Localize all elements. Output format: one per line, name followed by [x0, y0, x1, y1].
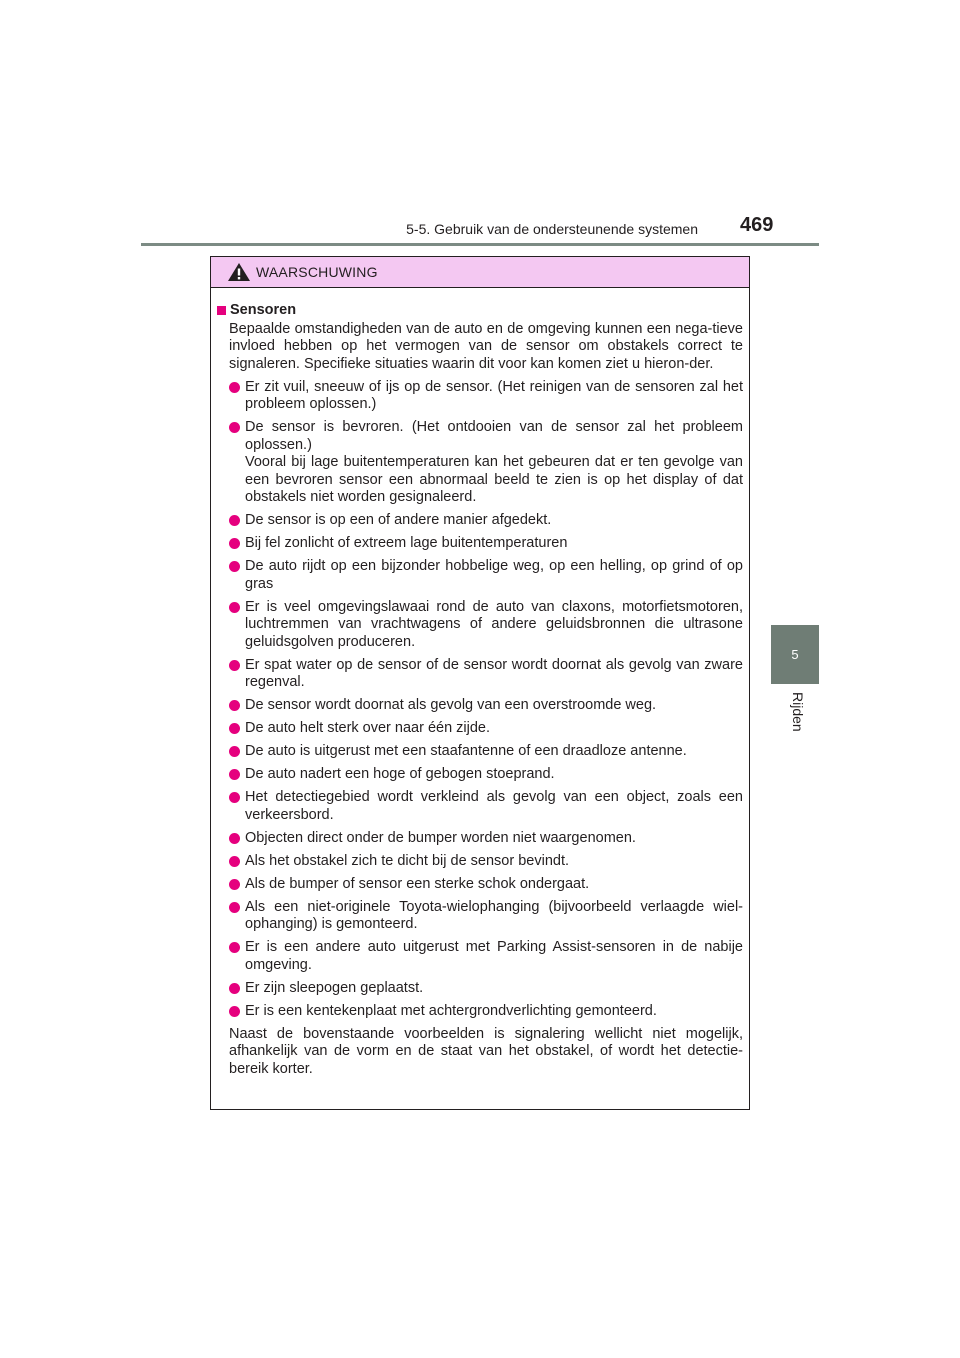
- warning-header: [211, 257, 749, 288]
- section-title: 5-5. Gebruik van de ondersteunende systemen: [406, 221, 698, 237]
- list-item: [217, 379, 743, 414]
- circle-bullet-icon: [229, 382, 240, 393]
- circle-bullet-icon: [229, 769, 240, 780]
- list-item-text: Er is veel omgevingslawaai rond de auto van claxons, motorfietsmotoren, luchtremmen van vrachtwagens of andere geluidsbronnen die ultrasone geluidsgolven produceren.: [245, 598, 743, 650]
- chapter-label: Rijden: [790, 692, 806, 732]
- warning-title: WAARSCHUWING: [256, 264, 378, 280]
- circle-bullet-icon: [229, 422, 240, 433]
- list-item-text: De sensor is bevroren. (Het ontdooien van de sensor zal het probleem oplossen.) Vooral bij lage buitentemperaturen kan het gebeuren dat er ten gevolge van een bevroren sensor een abnormaal beeld te zien is op het display of dat obstakels niet worden gesignaleerd.: [245, 419, 743, 505]
- section-heading: [217, 302, 743, 320]
- list-item-text: Objecten direct onder de bumper worden niet waargenomen.: [245, 829, 636, 846]
- page-header: [0, 0, 960, 250]
- circle-bullet-icon: [229, 983, 240, 994]
- circle-bullet-icon: [229, 515, 240, 526]
- circle-bullet-icon: [229, 660, 240, 671]
- chapter-number: 5: [791, 647, 799, 662]
- list-item-text: Als een niet-originele Toyota-wielophanging (bijvoorbeeld verlaagde wiel-ophanging) is gemonteerd.: [245, 898, 743, 932]
- list-item-text: Als de bumper of sensor een sterke schok ondergaat.: [245, 875, 590, 892]
- list-item-text: Er zijn sleepogen geplaatst.: [245, 979, 424, 996]
- list-item-text: Er zit vuil, sneeuw of ijs op de sensor. (Het reinigen van de sensoren zal het probleem oplossen.): [245, 378, 743, 412]
- intro-paragraph: Bepaalde omstandigheden van de auto en de omgeving kunnen een nega-tieve invloed hebben op het vermogen van de sensor om obstakels correct te signaleren. Specifieke situaties waarin dit voor kan komen ziet u hieron-der.: [229, 320, 743, 372]
- circle-bullet-icon: [229, 902, 240, 913]
- warning-triangle-icon: [227, 262, 251, 282]
- circle-bullet-icon: [229, 700, 240, 711]
- list-item: [217, 743, 743, 761]
- square-bullet-icon: [217, 306, 226, 315]
- circle-bullet-icon: [229, 792, 240, 803]
- circle-bullet-icon: [229, 856, 240, 867]
- list-item: [217, 1003, 743, 1021]
- list-item-text: Er spat water op de sensor of de sensor wordt doornat als gevolg van zware regenval.: [245, 656, 743, 690]
- list-item: [217, 657, 743, 692]
- header-divider: [141, 243, 819, 246]
- circle-bullet-icon: [229, 723, 240, 734]
- list-item-text: De sensor is op een of andere manier afgedekt.: [245, 512, 552, 528]
- list-item-text: De auto helt sterk over naar één zijde.: [245, 720, 491, 736]
- circle-bullet-icon: [229, 602, 240, 613]
- circle-bullet-icon: [229, 833, 240, 844]
- chapter-tab[interactable]: [771, 625, 819, 684]
- list-item: [217, 853, 743, 871]
- list-item: [217, 558, 743, 593]
- list-item: [217, 599, 743, 652]
- list-item: [217, 876, 743, 894]
- list-item: [217, 766, 743, 784]
- circle-bullet-icon: [229, 879, 240, 890]
- circle-bullet-icon: [229, 1006, 240, 1017]
- list-item: [217, 535, 743, 553]
- list-item-text: Het detectiegebied wordt verkleind als gevolg van een object, zoals een verkeersbord.: [245, 789, 743, 823]
- circle-bullet-icon: [229, 561, 240, 572]
- list-item-text: Bij fel zonlicht of extreem lage buitentemperaturen: [245, 535, 568, 551]
- list-item: [217, 939, 743, 974]
- list-item: [217, 720, 743, 738]
- list-item: [217, 697, 743, 715]
- warning-body: [211, 288, 749, 1078]
- list-item-text: De sensor wordt doornat als gevolg van een overstroomde weg.: [245, 697, 657, 713]
- list-item: [217, 980, 743, 998]
- list-item: [217, 830, 743, 848]
- list-item-text: Als het obstakel zich te dicht bij de sensor bevindt.: [245, 852, 570, 869]
- page-number: 469: [740, 214, 774, 236]
- condition-list: [217, 379, 743, 1021]
- list-item: [217, 512, 743, 530]
- warning-box: [210, 256, 750, 1110]
- list-item-text: De auto is uitgerust met een staafantenne of een draadloze antenne.: [245, 743, 687, 759]
- circle-bullet-icon: [229, 746, 240, 757]
- closing-paragraph: Naast de bovenstaande voorbeelden is signalering wellicht niet mogelijk, afhankelijk van de vorm en de staat van het obstakel, of wordt het detectie-bereik korter.: [229, 1025, 743, 1077]
- list-item-text: Er is een kentekenplaat met achtergrondverlichting gemonteerd.: [245, 1002, 657, 1019]
- list-item: [217, 899, 743, 934]
- list-item: [217, 419, 743, 507]
- list-item-text: Er is een andere auto uitgerust met Parking Assist-sensoren in de nabije omgeving.: [245, 939, 743, 973]
- list-item: [217, 789, 743, 824]
- circle-bullet-icon: [229, 538, 240, 549]
- list-item-text: De auto nadert een hoge of gebogen stoeprand.: [245, 766, 555, 782]
- section-heading-text: Sensoren: [230, 302, 297, 318]
- circle-bullet-icon: [229, 942, 240, 953]
- list-item-text: De auto rijdt op een bijzonder hobbelige weg, op een helling, op grind of op gras: [245, 558, 743, 592]
